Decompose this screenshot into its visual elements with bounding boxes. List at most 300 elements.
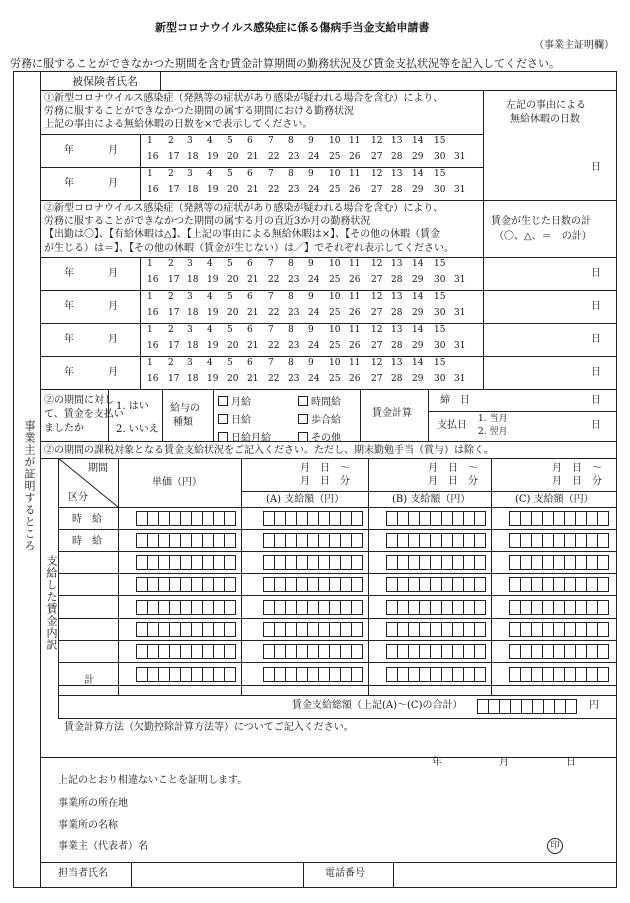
cal-day[interactable]: 10 <box>329 169 341 179</box>
cal-year-label: 年 <box>64 145 74 156</box>
cal-day[interactable]: 15 <box>434 169 446 179</box>
cal-day[interactable]: 18 <box>187 185 199 195</box>
section2-days-unit: 日 <box>591 268 601 279</box>
cal-day[interactable]: 2 <box>168 358 174 368</box>
cal-day[interactable]: 1 <box>147 358 153 368</box>
cal-day[interactable]: 1 <box>147 292 153 302</box>
cal-day[interactable]: 14 <box>412 136 424 146</box>
cal-day[interactable]: 8 <box>288 358 294 368</box>
cal-day[interactable]: 28 <box>391 341 403 351</box>
cal-day[interactable]: 31 <box>454 374 466 384</box>
payment-yes[interactable]: 1. はい <box>116 401 149 412</box>
cal-day[interactable]: 9 <box>308 259 314 269</box>
cal-day[interactable]: 8 <box>288 292 294 302</box>
cal-day[interactable]: 11 <box>349 169 361 179</box>
cal-day[interactable]: 10 <box>329 358 341 368</box>
amount-digit-box[interactable] <box>224 622 236 637</box>
cal-day[interactable]: 15 <box>434 292 446 302</box>
cal-day[interactable]: 25 <box>329 308 341 318</box>
cal-day[interactable]: 31 <box>454 308 466 318</box>
cal-day[interactable]: 21 <box>247 374 259 384</box>
cal-day[interactable]: 2 <box>168 136 174 146</box>
section2-right1: 賃金が生じた日数の計 <box>491 216 591 227</box>
cert-statement: 上記のとおり相違ないことを証明します。 <box>58 775 248 786</box>
cal-day[interactable]: 10 <box>329 136 341 146</box>
cal-month-label: 月 <box>108 301 118 312</box>
range-c-bottom: 月 日 分 <box>552 476 602 487</box>
grand-total-label: 賃金支給総額（上記(A)～(C)の合計） <box>292 700 463 711</box>
cal-day[interactable]: 30 <box>434 341 446 351</box>
cal-day[interactable]: 4 <box>207 169 213 179</box>
cal-day[interactable]: 26 <box>349 308 361 318</box>
cal-day[interactable]: 19 <box>207 275 219 285</box>
cal-day[interactable]: 19 <box>207 185 219 195</box>
cal-day[interactable]: 31 <box>454 341 466 351</box>
cal-day[interactable]: 13 <box>391 259 403 269</box>
cal-day[interactable]: 17 <box>168 374 180 384</box>
insured-name-field[interactable] <box>161 72 616 89</box>
cal-day[interactable]: 23 <box>288 374 300 384</box>
cal-day[interactable]: 26 <box>349 275 361 285</box>
phone-label: 電話番号 <box>325 868 365 879</box>
cal-day[interactable]: 29 <box>412 152 424 162</box>
cal-day[interactable]: 19 <box>207 341 219 351</box>
amount-digit-box[interactable] <box>597 533 609 548</box>
cal-day[interactable]: 16 <box>147 374 159 384</box>
cal-day[interactable]: 7 <box>268 169 274 179</box>
cal-day[interactable]: 31 <box>454 185 466 195</box>
cal-day[interactable]: 5 <box>227 169 233 179</box>
amount-digit-box[interactable] <box>351 533 363 548</box>
cal-month-label: 月 <box>108 178 118 189</box>
cal-day[interactable]: 29 <box>412 341 424 351</box>
cal-day[interactable]: 26 <box>349 374 361 384</box>
cert-day: 日 <box>566 757 576 768</box>
cal-day[interactable]: 28 <box>391 185 403 195</box>
amount-digit-box[interactable] <box>351 600 363 615</box>
range-a-top: 月 日 ～ <box>300 463 350 474</box>
cal-day[interactable]: 18 <box>187 374 199 384</box>
cal-day[interactable]: 3 <box>187 292 193 302</box>
cal-day[interactable]: 14 <box>412 325 424 335</box>
cal-day[interactable]: 14 <box>412 358 424 368</box>
amount-digit-box[interactable] <box>224 511 236 526</box>
cal-day[interactable]: 13 <box>391 325 403 335</box>
amount-digit-box[interactable] <box>474 555 486 570</box>
cal-day[interactable]: 20 <box>227 374 239 384</box>
cal-day[interactable]: 13 <box>391 358 403 368</box>
cal-day[interactable]: 9 <box>308 136 314 146</box>
cal-day[interactable]: 4 <box>207 325 213 335</box>
cert-month: 月 <box>499 757 509 768</box>
amount-digit-box[interactable] <box>474 511 486 526</box>
cal-day[interactable]: 30 <box>434 374 446 384</box>
section1-line1: ①新型コロナウイルス感染症（発熱等の症状があり感染が疑われる場合を含む）により、 <box>44 93 444 104</box>
cal-day[interactable]: 21 <box>247 308 259 318</box>
cal-day[interactable]: 6 <box>247 325 253 335</box>
cal-day[interactable]: 27 <box>371 152 383 162</box>
cal-year-label: 年 <box>64 334 74 345</box>
amount-digit-box[interactable] <box>224 577 236 592</box>
cal-day[interactable]: 4 <box>207 259 213 269</box>
cal-day[interactable]: 4 <box>207 136 213 146</box>
cert-company-label: 事業所の名称 <box>58 820 118 831</box>
cal-day[interactable]: 5 <box>227 136 233 146</box>
cal-day[interactable]: 19 <box>207 152 219 162</box>
amount-digit-box[interactable] <box>351 644 363 659</box>
cal-year-label: 年 <box>64 301 74 312</box>
cal-day[interactable]: 27 <box>371 374 383 384</box>
cal-day[interactable]: 5 <box>227 292 233 302</box>
cal-day[interactable]: 11 <box>349 136 361 146</box>
cal-day[interactable]: 5 <box>227 358 233 368</box>
cal-day[interactable]: 21 <box>247 275 259 285</box>
cal-year-label: 年 <box>64 178 74 189</box>
cal-day[interactable]: 18 <box>187 275 199 285</box>
cal-day[interactable]: 29 <box>412 275 424 285</box>
side-label: 事業主が証明するところ <box>23 420 36 552</box>
amount-digit-box[interactable] <box>597 511 609 526</box>
cal-day[interactable]: 30 <box>434 275 446 285</box>
amount-digit-box[interactable] <box>474 644 486 659</box>
person-field[interactable] <box>132 863 302 887</box>
cal-day[interactable]: 30 <box>434 152 446 162</box>
section1-days-unit: 日 <box>591 162 601 173</box>
person-label: 担当者氏名 <box>58 868 108 879</box>
cal-day[interactable]: 20 <box>227 152 239 162</box>
cal-day[interactable]: 18 <box>187 308 199 318</box>
range-a-bottom: 月 日 分 <box>300 476 350 487</box>
cal-day[interactable]: 23 <box>288 185 300 195</box>
cal-day[interactable]: 11 <box>349 325 361 335</box>
cal-day[interactable]: 21 <box>247 185 259 195</box>
insured-name-label: 被保険者氏名 <box>72 75 138 88</box>
cal-day[interactable]: 3 <box>187 136 193 146</box>
cal-day[interactable]: 24 <box>308 152 320 162</box>
cal-day[interactable]: 9 <box>308 325 314 335</box>
cal-day[interactable]: 1 <box>147 325 153 335</box>
section2-days-unit: 日 <box>591 334 601 345</box>
cal-day[interactable]: 23 <box>288 152 300 162</box>
cal-day[interactable]: 8 <box>288 325 294 335</box>
cal-day[interactable]: 7 <box>268 358 274 368</box>
cal-day[interactable]: 23 <box>288 308 300 318</box>
cal-day[interactable]: 24 <box>308 308 320 318</box>
cal-day[interactable]: 25 <box>329 275 341 285</box>
cal-day[interactable]: 3 <box>187 358 193 368</box>
amount-digit-box[interactable] <box>474 667 486 682</box>
cal-day[interactable]: 8 <box>288 259 294 269</box>
cal-day[interactable]: 20 <box>227 275 239 285</box>
section1-line2: 労務に服することができなかつた期間の属する期間における勤務状況 <box>44 106 354 117</box>
cal-day[interactable]: 27 <box>371 308 383 318</box>
cal-day[interactable]: 26 <box>349 341 361 351</box>
cal-day[interactable]: 12 <box>371 259 383 269</box>
section1-right1: 左記の事由による <box>506 100 586 111</box>
cal-day[interactable]: 5 <box>227 325 233 335</box>
cal-month-label: 月 <box>108 334 118 345</box>
cal-day[interactable]: 4 <box>207 358 213 368</box>
pay-day-current[interactable]: 1. 当月 <box>478 414 508 424</box>
wage-type-hourly[interactable]: 時間給 <box>298 393 341 408</box>
cal-day[interactable]: 25 <box>329 185 341 195</box>
cert-owner-label: 事業主（代表者）名 <box>58 841 148 852</box>
cal-day[interactable]: 17 <box>168 185 180 195</box>
phone-field[interactable] <box>394 863 616 887</box>
payment-question-3: ましたか <box>44 423 84 434</box>
section2-line2: 労務に服することができなかつた期間の属する月の直近3か月の勤務状況 <box>44 216 371 227</box>
cal-day[interactable]: 13 <box>391 169 403 179</box>
section2-days-unit: 日 <box>591 301 601 312</box>
wage-method-field[interactable] <box>62 738 614 755</box>
header-unit-price: 単価（円） <box>152 477 202 488</box>
cal-day[interactable]: 6 <box>247 136 253 146</box>
cal-day[interactable]: 22 <box>268 275 280 285</box>
section1-right2: 無給休暇の日数 <box>510 114 580 125</box>
amount-digit-box[interactable] <box>224 644 236 659</box>
cal-day[interactable]: 12 <box>371 292 383 302</box>
cal-day[interactable]: 27 <box>371 185 383 195</box>
cal-day[interactable]: 27 <box>371 341 383 351</box>
cal-day[interactable]: 29 <box>412 374 424 384</box>
cal-day[interactable]: 25 <box>329 152 341 162</box>
cal-day[interactable]: 28 <box>391 152 403 162</box>
instruction-text: 労務に服することができなかつた期間を含む賃金計算期間の勤務状況及び賃金支払状況等を記入してください。 <box>10 57 560 70</box>
cal-day[interactable]: 11 <box>349 358 361 368</box>
cal-day[interactable]: 17 <box>168 341 180 351</box>
section-label: （事業主証明欄） <box>534 40 614 51</box>
cal-day[interactable]: 1 <box>147 169 153 179</box>
cal-day[interactable]: 22 <box>268 341 280 351</box>
range-b-top: 月 日 ～ <box>428 463 478 474</box>
cal-day[interactable]: 31 <box>454 152 466 162</box>
cal-day[interactable]: 28 <box>391 374 403 384</box>
row-label-hourly-2: 時 給 <box>72 536 102 547</box>
cal-day[interactable]: 13 <box>391 136 403 146</box>
cal-day[interactable]: 23 <box>288 341 300 351</box>
cal-day[interactable]: 16 <box>147 185 159 195</box>
amount-digit-box[interactable] <box>224 667 236 682</box>
cal-day[interactable]: 15 <box>434 259 446 269</box>
cal-day[interactable]: 26 <box>349 185 361 195</box>
wage-type-commission[interactable]: 歩合給 <box>298 411 341 426</box>
cal-month-label: 月 <box>108 145 118 156</box>
pay-day-unit: 日 <box>591 420 601 431</box>
amount-digit-box[interactable] <box>351 555 363 570</box>
cal-day[interactable]: 21 <box>247 152 259 162</box>
amount-digit-box[interactable] <box>224 600 236 615</box>
cal-day[interactable]: 23 <box>288 275 300 285</box>
amount-digit-box[interactable] <box>474 533 486 548</box>
cert-address-label: 事業所の所在地 <box>58 798 128 809</box>
cal-day[interactable]: 9 <box>308 169 314 179</box>
cal-day[interactable]: 7 <box>268 325 274 335</box>
grand-total-digit-box[interactable] <box>565 699 577 714</box>
cal-day[interactable]: 8 <box>288 169 294 179</box>
wage-type-label-1: 給与の <box>170 403 200 414</box>
amount-digit-box[interactable] <box>474 600 486 615</box>
cal-day[interactable]: 10 <box>329 325 341 335</box>
cal-day[interactable]: 26 <box>349 152 361 162</box>
amount-digit-box[interactable] <box>474 622 486 637</box>
cal-day[interactable]: 13 <box>391 292 403 302</box>
cal-day[interactable]: 1 <box>147 259 153 269</box>
amount-digit-box[interactable] <box>597 600 609 615</box>
cal-day[interactable]: 28 <box>391 308 403 318</box>
cal-day[interactable]: 31 <box>454 275 466 285</box>
wage-method-label: 賃金計算方法（欠勤控除計算方法等）についてご記入ください。 <box>64 722 354 733</box>
payment-question-2: て、賃金を支払い <box>44 409 124 420</box>
cal-day[interactable]: 27 <box>371 275 383 285</box>
section1-line3: 上記の事由による無給休暇の日数を×で表示してください。 <box>44 119 313 130</box>
cal-day[interactable]: 12 <box>371 358 383 368</box>
row-label-hourly-1: 時 給 <box>72 514 102 525</box>
col-b-header: (B) 支給額（円） <box>392 494 471 505</box>
cal-day[interactable]: 11 <box>349 259 361 269</box>
cal-day[interactable]: 14 <box>412 169 424 179</box>
cal-day[interactable]: 20 <box>227 185 239 195</box>
cal-day[interactable]: 16 <box>147 152 159 162</box>
wage-breakdown-label: 支給した賃金内訳 <box>45 555 58 651</box>
cal-day[interactable]: 6 <box>247 292 253 302</box>
cert-year: 年 <box>432 757 442 768</box>
cal-day[interactable]: 24 <box>308 275 320 285</box>
pay-day-label: 支払日 <box>437 420 467 431</box>
cal-day[interactable]: 24 <box>308 185 320 195</box>
cal-day[interactable]: 18 <box>187 152 199 162</box>
cal-year-label: 年 <box>64 367 74 378</box>
amount-digit-box[interactable] <box>224 533 236 548</box>
cal-day[interactable]: 17 <box>168 152 180 162</box>
cal-day[interactable]: 17 <box>168 275 180 285</box>
wage-note: ②の期間の課税対象となる賃金支給状況をご記入ください。ただし、期末勤勉手当（賞与）は除く。 <box>44 445 494 456</box>
cal-day[interactable]: 5 <box>227 259 233 269</box>
cal-day[interactable]: 15 <box>434 136 446 146</box>
cal-day[interactable]: 24 <box>308 374 320 384</box>
cal-day[interactable]: 11 <box>349 292 361 302</box>
pay-day-next[interactable]: 2. 翌月 <box>478 427 508 437</box>
cal-day[interactable]: 1 <box>147 136 153 146</box>
cal-day[interactable]: 28 <box>391 275 403 285</box>
col-a-header: (A) 支給額（円） <box>266 494 345 505</box>
cal-day[interactable]: 25 <box>329 374 341 384</box>
amount-digit-box[interactable] <box>351 511 363 526</box>
cal-day[interactable]: 12 <box>371 169 383 179</box>
cal-day[interactable]: 2 <box>168 169 174 179</box>
cal-day[interactable]: 19 <box>207 374 219 384</box>
cal-day[interactable]: 7 <box>268 136 274 146</box>
wage-type-other[interactable]: その他 <box>298 429 341 444</box>
wage-type-monthly[interactable]: 月給 <box>218 393 251 408</box>
cal-day[interactable]: 14 <box>412 292 424 302</box>
amount-digit-box[interactable] <box>351 667 363 682</box>
close-day-unit: 日 <box>591 395 601 406</box>
cal-day[interactable]: 6 <box>247 259 253 269</box>
amount-digit-box[interactable] <box>224 555 236 570</box>
grand-total-yen: 円 <box>589 700 599 711</box>
cal-day[interactable]: 16 <box>147 341 159 351</box>
cal-day[interactable]: 20 <box>227 341 239 351</box>
cal-day[interactable]: 22 <box>268 374 280 384</box>
cal-day[interactable]: 17 <box>168 308 180 318</box>
wage-type-daily-monthly[interactable]: 日給月給 <box>218 429 271 444</box>
section2-right2: （〇、△、＝ の計） <box>494 231 592 242</box>
cal-day[interactable]: 3 <box>187 259 193 269</box>
amount-digit-box[interactable] <box>597 577 609 592</box>
cal-day[interactable]: 14 <box>412 259 424 269</box>
cal-day[interactable]: 29 <box>412 185 424 195</box>
cal-day[interactable]: 6 <box>247 358 253 368</box>
payment-no[interactable]: 2. いいえ <box>116 424 159 435</box>
cal-day[interactable]: 7 <box>268 292 274 302</box>
cal-day[interactable]: 9 <box>308 292 314 302</box>
cal-day[interactable]: 22 <box>268 152 280 162</box>
cal-month-label: 月 <box>108 367 118 378</box>
cal-day[interactable]: 2 <box>168 325 174 335</box>
cal-day[interactable]: 3 <box>187 169 193 179</box>
col-c-header: (C) 支給額（円） <box>515 494 594 505</box>
cal-day[interactable]: 22 <box>268 185 280 195</box>
wage-calc-label: 賃金計算 <box>372 408 412 419</box>
cal-day[interactable]: 15 <box>434 325 446 335</box>
section2-line1: ②新型コロナウイルス感染症（発熱等の症状があり感染が疑われる場合を含む）により、 <box>44 203 444 214</box>
cal-day[interactable]: 15 <box>434 358 446 368</box>
cal-year-label: 年 <box>64 268 74 279</box>
cal-day[interactable]: 29 <box>412 308 424 318</box>
cal-day[interactable]: 20 <box>227 308 239 318</box>
cal-day[interactable]: 9 <box>308 358 314 368</box>
amount-digit-box[interactable] <box>474 577 486 592</box>
section2-line3: 【出勤は〇】、【有給休暇は△】、【上記の事由による無給休暇は×】、【その他の休暇（賃金 <box>44 229 441 240</box>
page-title: 新型コロナウイルス感染症に係る傷病手当金支給申請書 <box>155 21 430 34</box>
amount-digit-box[interactable] <box>597 667 609 682</box>
cal-day[interactable]: 10 <box>329 259 341 269</box>
cal-day[interactable]: 6 <box>247 169 253 179</box>
cal-day[interactable]: 8 <box>288 136 294 146</box>
cal-day[interactable]: 7 <box>268 259 274 269</box>
cal-day[interactable]: 3 <box>187 325 193 335</box>
cal-day[interactable]: 25 <box>329 341 341 351</box>
cal-day[interactable]: 16 <box>147 308 159 318</box>
cal-day[interactable]: 12 <box>371 136 383 146</box>
cal-day[interactable]: 24 <box>308 341 320 351</box>
cal-day[interactable]: 19 <box>207 308 219 318</box>
cal-day[interactable]: 30 <box>434 308 446 318</box>
cal-day[interactable]: 30 <box>434 185 446 195</box>
header-period: 期間 <box>88 463 108 474</box>
cal-day[interactable]: 10 <box>329 292 341 302</box>
cal-day[interactable]: 12 <box>371 325 383 335</box>
cal-day[interactable]: 18 <box>187 341 199 351</box>
amount-digit-box[interactable] <box>597 622 609 637</box>
cal-day[interactable]: 22 <box>268 308 280 318</box>
range-b-bottom: 月 日 分 <box>428 476 478 487</box>
amount-digit-box[interactable] <box>351 577 363 592</box>
section2-days-unit: 日 <box>591 367 601 378</box>
cal-day[interactable]: 2 <box>168 259 174 269</box>
cal-day[interactable]: 16 <box>147 275 159 285</box>
seal-icon: 印 <box>547 838 563 854</box>
cal-day[interactable]: 2 <box>168 292 174 302</box>
amount-digit-box[interactable] <box>351 622 363 637</box>
amount-digit-box[interactable] <box>597 644 609 659</box>
range-c-top: 月 日 ～ <box>552 463 602 474</box>
cal-day[interactable]: 21 <box>247 341 259 351</box>
section2-line4: が生じる）は＝】、【その他の休暇（賃金が生じない）は／】でそれぞれ表示してください。 <box>44 243 454 254</box>
wage-type-daily[interactable]: 日給 <box>218 411 251 426</box>
cal-day[interactable]: 4 <box>207 292 213 302</box>
amount-digit-box[interactable] <box>597 555 609 570</box>
